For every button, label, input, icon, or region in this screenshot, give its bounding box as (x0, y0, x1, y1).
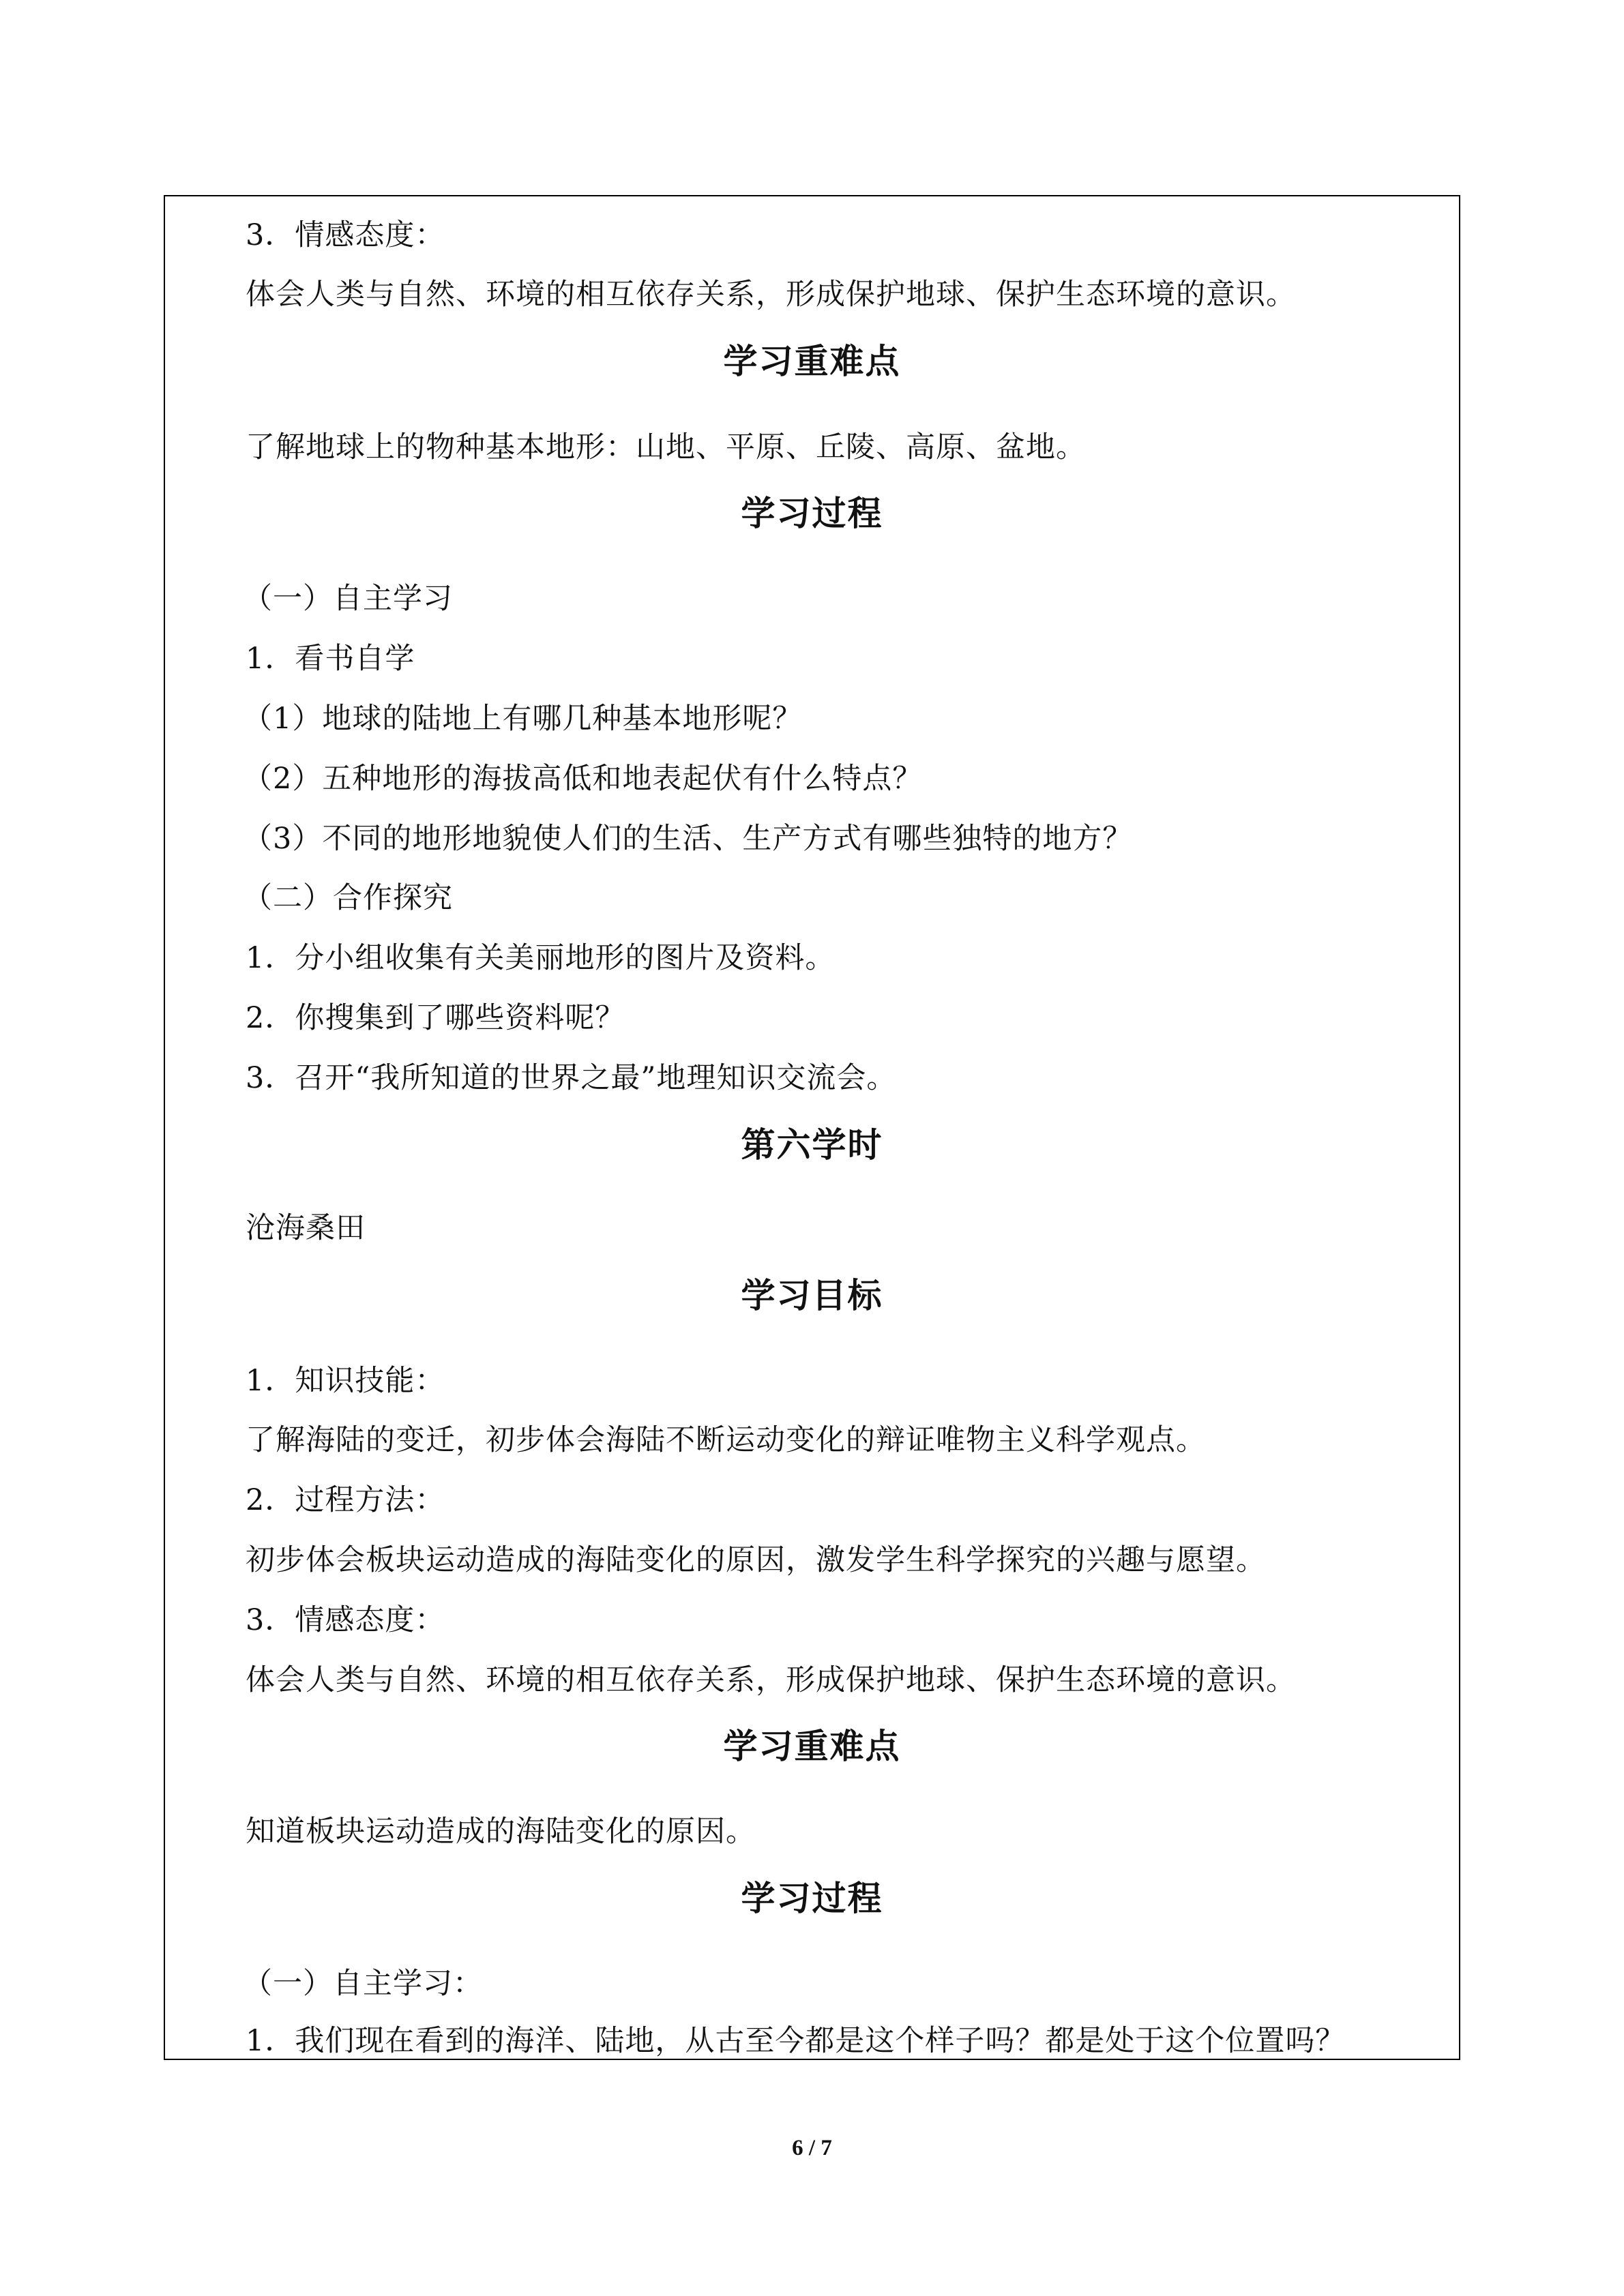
section-heading: 学习重难点 (723, 1727, 901, 1766)
page-number: 6 / 7 (792, 2136, 832, 2160)
text-line: 2．过程方法： (246, 1483, 445, 1517)
section-heading: 学习过程 (741, 1879, 883, 1918)
text-line: 1．知识技能： (246, 1364, 445, 1398)
text-line: 3．召开“我所知道的世界之最”地理知识交流会。 (246, 1061, 897, 1095)
section-heading: 学习目标 (741, 1276, 883, 1315)
text-line: （二）合作探究 (243, 881, 453, 915)
text-line: 体会人类与自然、环境的相互依存关系，形成保护地球、保护生态环境的意识。 (246, 1663, 1296, 1697)
section-heading: 第六学时 (741, 1125, 883, 1165)
text-line: 体会人类与自然、环境的相互依存关系，形成保护地球、保护生态环境的意识。 (246, 278, 1296, 312)
section-heading: 学习重难点 (723, 342, 901, 381)
text-line: 2．你搜集到了哪些资料呢？ (246, 1001, 625, 1035)
text-line: 3．情感态度： (246, 218, 445, 252)
text-line: 了解地球上的物种基本地形：山地、平原、丘陵、高原、盆地。 (246, 430, 1086, 464)
text-line: （3）不同的地形地貌使人们的生活、生产方式有哪些独特的地方？ (243, 822, 1133, 856)
text-line: 知道板块运动造成的海陆变化的原因。 (246, 1815, 756, 1849)
text-line: 1．我们现在看到的海洋、陆地，从古至今都是这个样子吗？都是处于这个位置吗？ (246, 2024, 1346, 2058)
text-line: 3．情感态度： (246, 1603, 445, 1637)
text-line: 1．看书自学 (246, 642, 415, 676)
text-line: 沧海桑田 (246, 1211, 366, 1245)
text-line: （1）地球的陆地上有哪几种基本地形呢？ (243, 702, 803, 736)
text-line: （一）自主学习： (243, 1967, 483, 2001)
text-line: 1．分小组收集有关美丽地形的图片及资料。 (246, 941, 836, 975)
text-line: 初步体会板块运动造成的海陆变化的原因，激发学生科学探究的兴趣与愿望。 (246, 1543, 1266, 1577)
text-line: 了解海陆的变迁，初步体会海陆不断运动变化的辩证唯物主义科学观点。 (246, 1423, 1206, 1457)
section-heading: 学习过程 (741, 494, 883, 533)
text-line: （2）五种地形的海拔高低和地表起伏有什么特点？ (243, 762, 923, 796)
text-line: （一）自主学习 (243, 582, 453, 616)
